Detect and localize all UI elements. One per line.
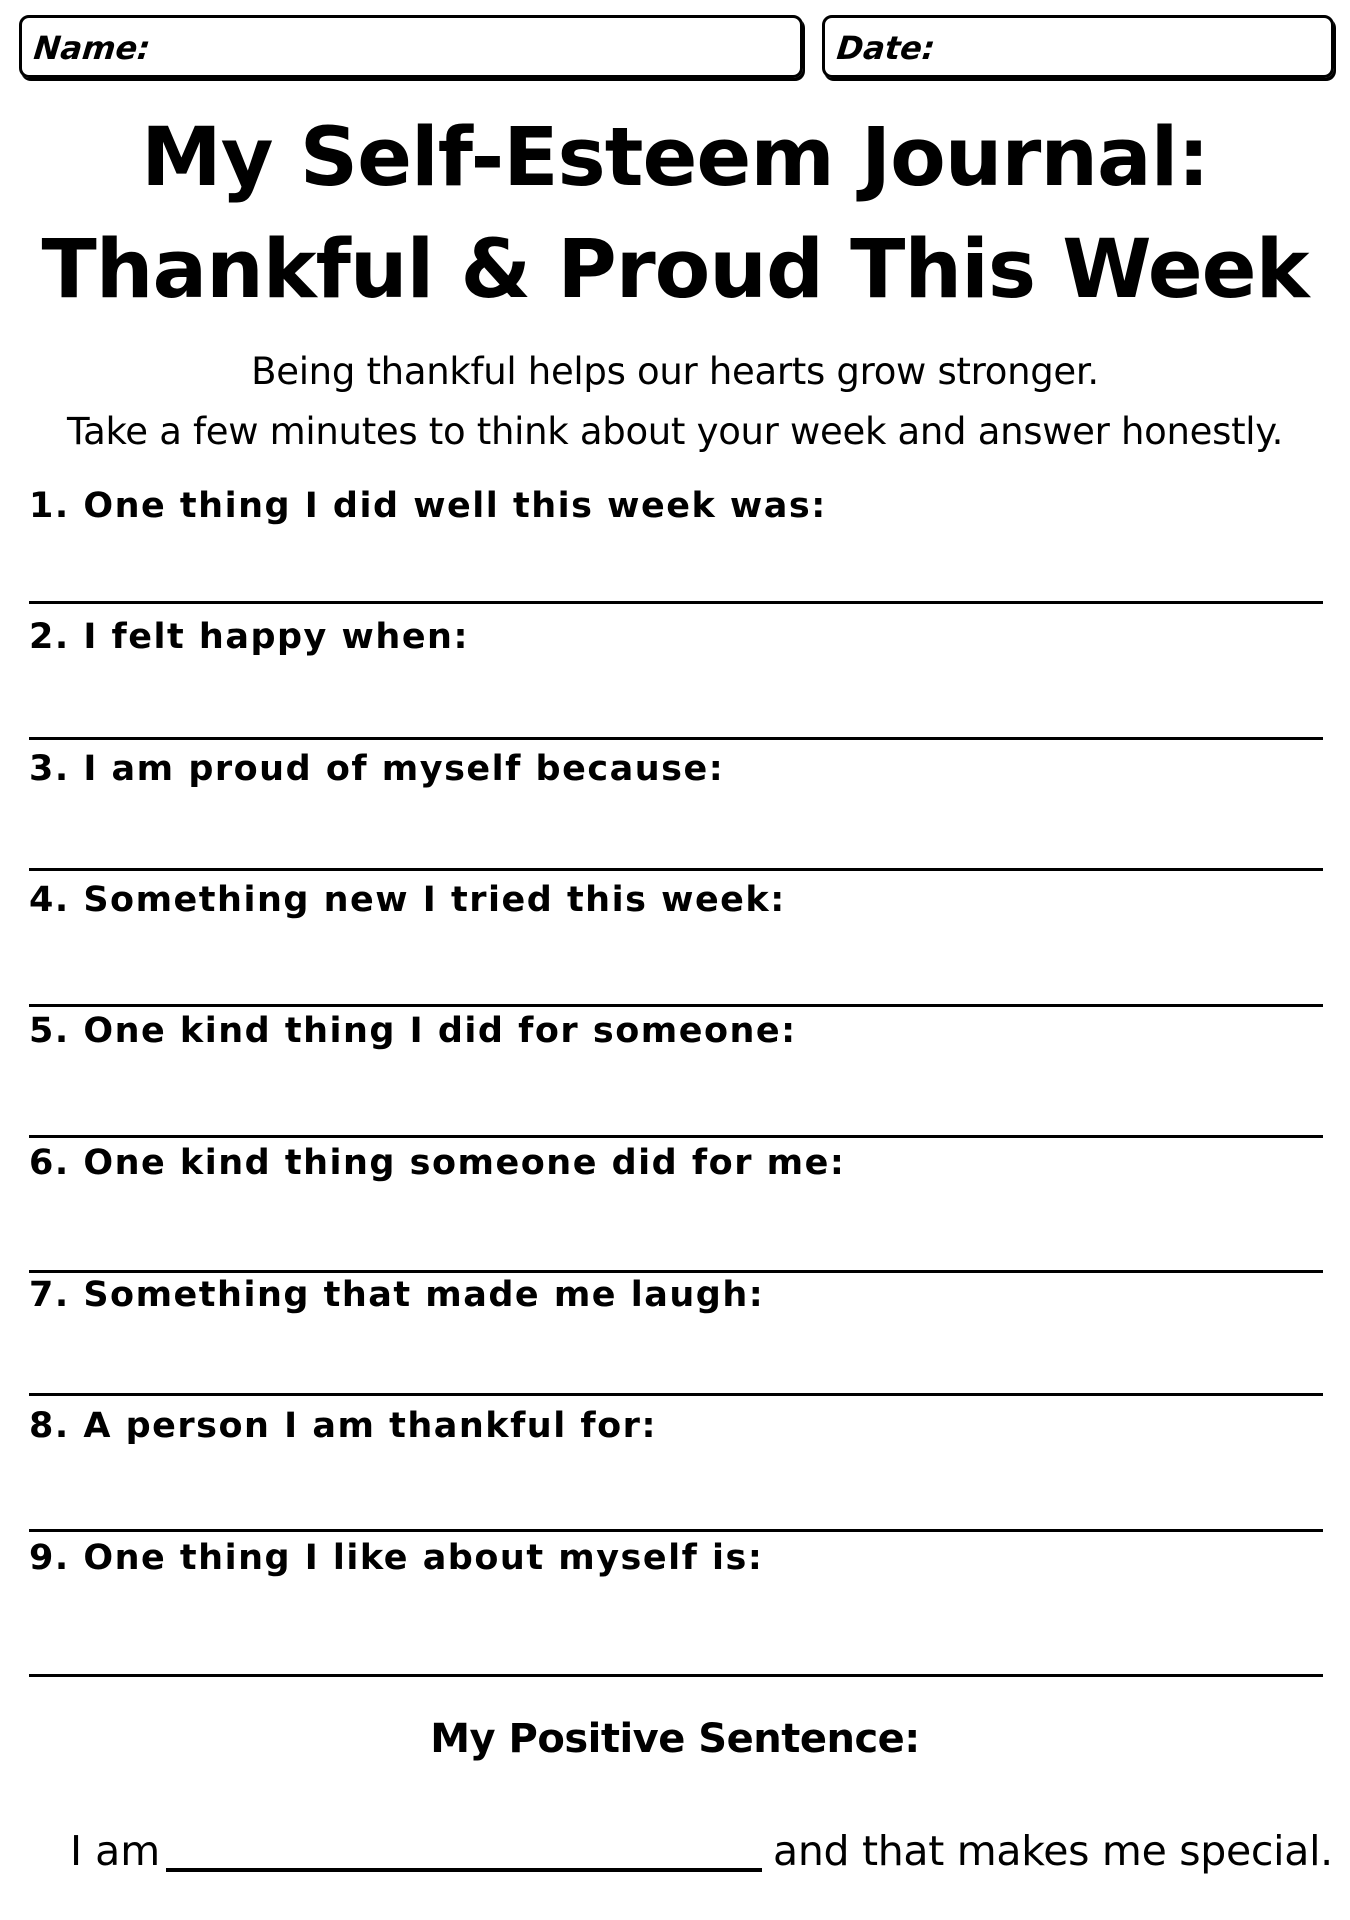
name-field[interactable]: [19, 15, 803, 78]
answer-line-2[interactable]: [29, 737, 1323, 740]
question-1: 1. One thing I did well this week was:: [29, 486, 827, 526]
answer-line-9[interactable]: [29, 1674, 1323, 1677]
question-7: 7. Something that made me laugh:: [29, 1275, 765, 1315]
date-label: Date:: [835, 29, 937, 67]
question-8: 8. A person I am thankful for:: [29, 1406, 657, 1446]
question-5: 5. One kind thing I did for someone:: [29, 1011, 797, 1051]
answer-line-4[interactable]: [29, 1004, 1323, 1007]
answer-line-8[interactable]: [29, 1529, 1323, 1532]
date-field[interactable]: [822, 15, 1334, 78]
positive-sentence-end: and that makes me special.: [773, 1827, 1333, 1875]
positive-sentence-heading: My Positive Sentence:: [430, 1716, 920, 1762]
question-3: 3. I am proud of myself because:: [29, 749, 725, 789]
title-line-2: Thankful & Proud This Week: [41, 223, 1309, 317]
question-4: 4. Something new I tried this week:: [29, 880, 786, 920]
answer-line-1[interactable]: [29, 601, 1323, 604]
answer-line-5[interactable]: [29, 1135, 1323, 1138]
page-title: [0, 102, 1350, 326]
question-2: 2. I felt happy when:: [29, 617, 469, 657]
question-9: 9. One thing I like about myself is:: [29, 1538, 764, 1578]
intro-line-2: Take a few minutes to think about your week and answer honestly.: [66, 410, 1284, 453]
question-6: 6. One kind thing someone did for me:: [29, 1143, 846, 1183]
positive-sentence-blank[interactable]: [166, 1868, 762, 1872]
intro-line-1: Being thankful helps our hearts grow stronger.: [251, 350, 1099, 393]
name-label: Name:: [32, 29, 153, 67]
positive-sentence-start: I am: [70, 1827, 161, 1875]
answer-line-3[interactable]: [29, 868, 1323, 871]
answer-line-7[interactable]: [29, 1393, 1323, 1396]
intro-text: [0, 342, 1350, 462]
title-line-1: My Self-Esteem Journal:: [141, 111, 1209, 205]
